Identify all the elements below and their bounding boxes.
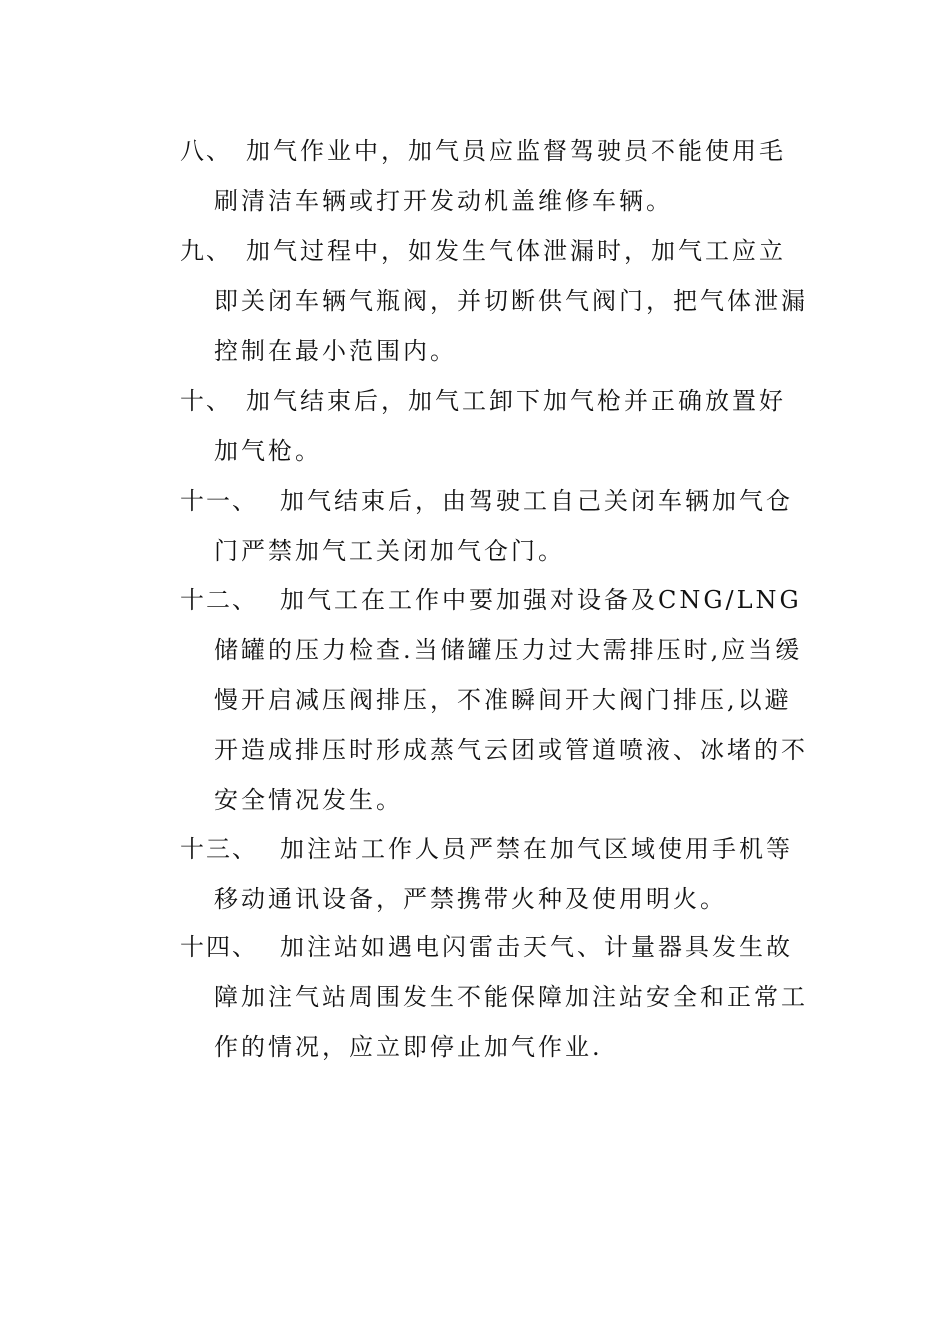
clause-text: 加气结束后，加气工卸下加气枪并正确放置好加气枪。 xyxy=(214,387,786,465)
clause-text: 加气工在工作中要加强对设备及CNG/LNG储罐的压力检查.当储罐压力过大需排压时,应当缓慢开启减压阀排压，不准瞬间开大阀门排压,以避开造成排压时形成蒸气云团或管道喷液、冰堵的不安全情况发生。 xyxy=(214,586,808,814)
clause-number: 八、 xyxy=(180,137,232,165)
clause-8 xyxy=(180,126,810,226)
clause-12 xyxy=(180,575,810,825)
clause-9 xyxy=(180,226,810,376)
clause-text: 加气结束后，由驾驶工自己关闭车辆加气仓门严禁加气工关闭加气仓门。 xyxy=(214,487,793,565)
clause-text: 加注站如遇电闪雷击天气、计量器具发生故障加注气站周围发生不能保障加注站安全和正常工作的情况，应立即停止加气作业. xyxy=(214,933,808,1061)
clause-text: 加气作业中，加气员应监督驾驶员不能使用毛刷清洁车辆或打开发动机盖维修车辆。 xyxy=(214,137,786,215)
clause-number: 九、 xyxy=(180,237,232,265)
clause-number: 十二、 xyxy=(180,586,258,614)
clause-number: 十三、 xyxy=(180,835,258,863)
clause-11 xyxy=(180,476,810,576)
clause-text: 加注站工作人员严禁在加气区域使用手机等移动通讯设备，严禁携带火种及使用明火。 xyxy=(214,835,793,913)
clause-13 xyxy=(180,824,810,924)
clause-number: 十、 xyxy=(180,387,232,415)
clause-14 xyxy=(180,922,810,1072)
clause-number: 十一、 xyxy=(180,487,258,515)
clause-text: 加气过程中，如发生气体泄漏时，加气工应立即关闭车辆气瓶阀，并切断供气阀门，把气体泄漏控制在最小范围内。 xyxy=(214,237,808,365)
clause-number: 十四、 xyxy=(180,933,258,961)
clause-10 xyxy=(180,376,810,476)
